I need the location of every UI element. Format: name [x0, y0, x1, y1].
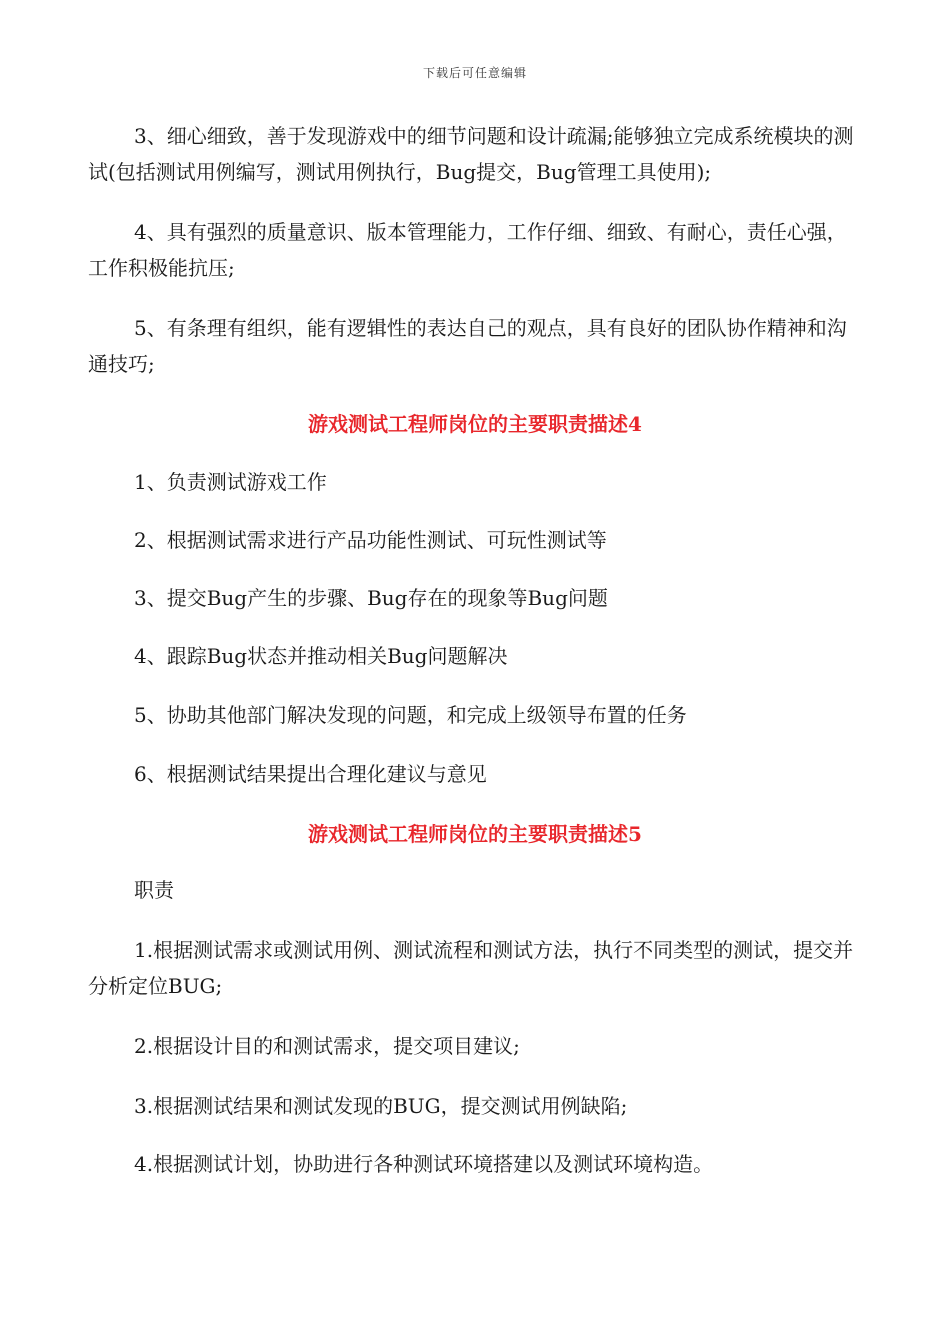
section-5-title: 游戏测试工程师岗位的主要职责描述5: [308, 822, 642, 846]
s4-item-2: 2、根据测试需求进行产品功能性测试、可玩性测试等: [134, 528, 607, 552]
s4-item-5: 5、协助其他部门解决发现的问题，和完成上级领导布置的任务: [134, 703, 687, 727]
s4-item-1: 1、负责测试游戏工作: [134, 470, 327, 494]
s5-item-2: 2.根据设计目的和测试需求，提交项目建议;: [134, 1034, 520, 1058]
s4-item-3: 3、提交Bug产生的步骤、Bug存在的现象等Bug问题: [134, 586, 608, 610]
s5-item-1: 1.根据测试需求或测试用例、测试流程和测试方法，执行不同类型的测试，提交并分析定位BUG;: [88, 938, 854, 998]
s5-label: 职责: [134, 878, 174, 902]
paragraph-requirement-5: 5、有条理有组织，能有逻辑性的表达自己的观点，具有良好的团队协作精神和沟通技巧;: [88, 316, 847, 376]
section-4-title: 游戏测试工程师岗位的主要职责描述4: [308, 412, 642, 436]
paragraph-requirement-4: 4、具有强烈的质量意识、版本管理能力，工作仔细、细致、有耐心，责任心强，工作积极能抗压;: [88, 220, 847, 280]
s4-item-4: 4、跟踪Bug状态并推动相关Bug问题解决: [134, 644, 508, 668]
s5-item-4: 4.根据测试计划，协助进行各种测试环境搭建以及测试环境构造。: [134, 1152, 714, 1176]
header-note: 下载后可任意编辑: [422, 66, 527, 80]
paragraph-requirement-3: 3、细心细致，善于发现游戏中的细节问题和设计疏漏;能够独立完成系统模块的测试(包括测试用例编写，测试用例执行，Bug提交，Bug管理工具使用);: [88, 124, 854, 184]
s4-item-6: 6、根据测试结果提出合理化建议与意见: [134, 762, 487, 786]
s5-item-3: 3.根据测试结果和测试发现的BUG，提交测试用例缺陷;: [134, 1094, 628, 1118]
